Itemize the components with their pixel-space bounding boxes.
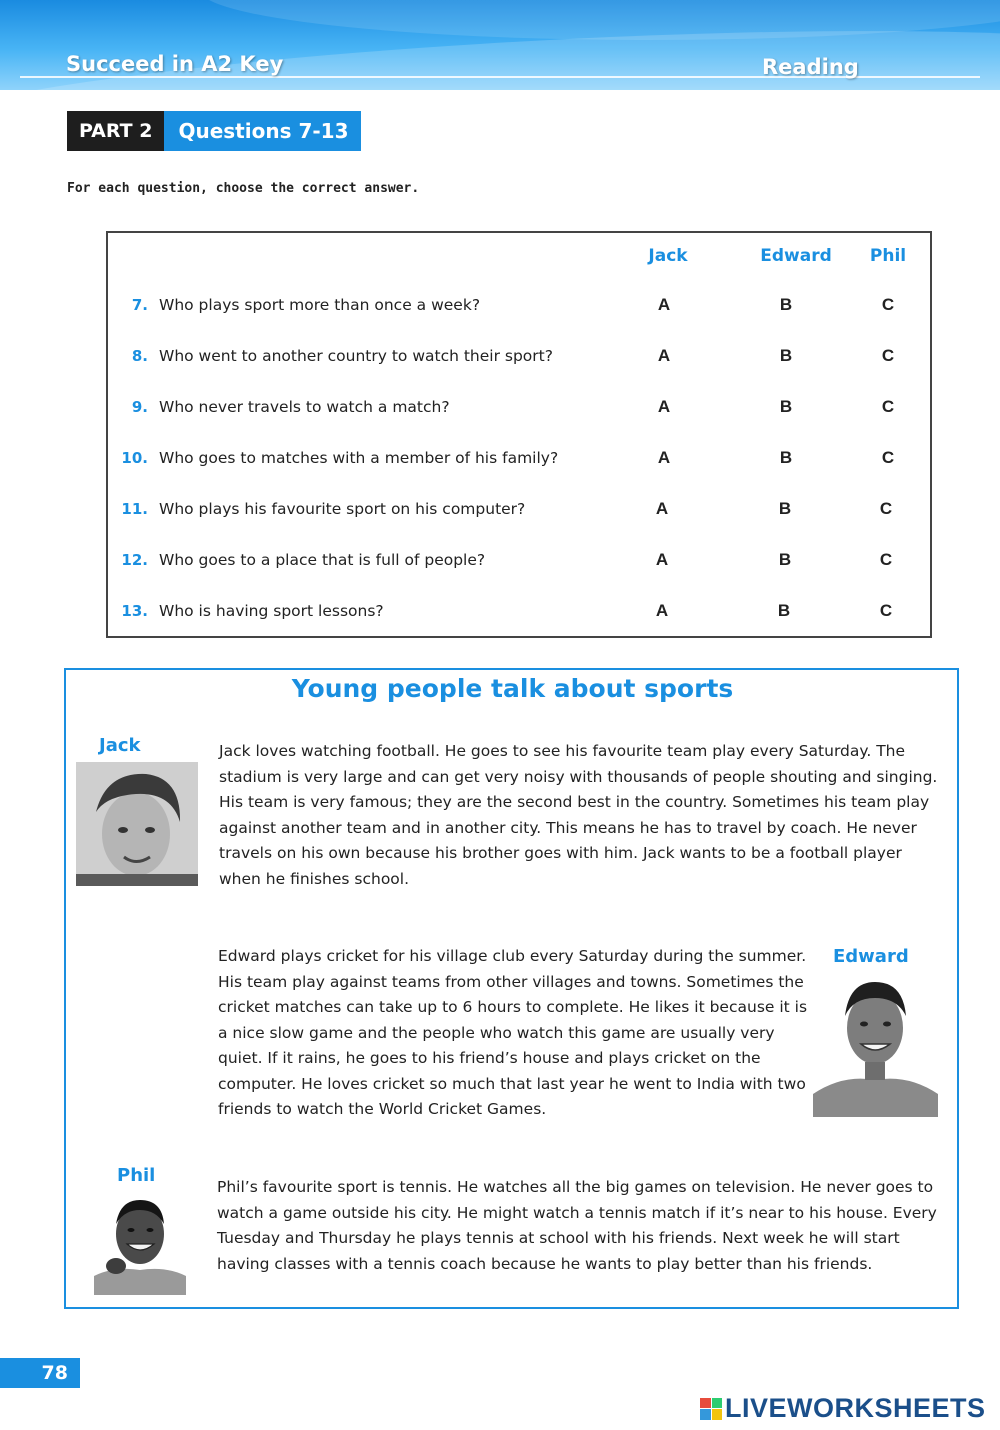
option-b[interactable]: B <box>778 550 792 569</box>
question-row <box>108 342 930 372</box>
option-b[interactable]: B <box>779 346 793 365</box>
person-name-phil: Phil <box>117 1165 156 1186</box>
question-row <box>108 495 930 525</box>
phil-photo-image <box>94 1196 186 1295</box>
liveworksheets-logo-icon <box>700 1398 722 1420</box>
page-number: 78 <box>0 1358 80 1388</box>
person-name-edward: Edward <box>833 946 909 967</box>
questions-table <box>106 231 932 638</box>
option-c[interactable]: C <box>881 397 895 416</box>
jack-photo-image <box>76 762 198 886</box>
question-number: 7. <box>131 296 148 314</box>
question-text: Who is having sport lessons? <box>159 602 384 620</box>
question-number: 11. <box>121 500 148 518</box>
question-text: Who goes to matches with a member of his family? <box>159 449 559 467</box>
column-header-jack: Jack <box>648 246 688 266</box>
option-a[interactable]: A <box>657 346 671 365</box>
liveworksheets-logo <box>700 1393 986 1424</box>
edward-photo <box>813 976 938 1117</box>
question-text: Who plays sport more than once a week? <box>159 296 481 314</box>
option-a[interactable]: A <box>657 295 671 314</box>
question-text: Who goes to a place that is full of people? <box>159 551 486 569</box>
question-number: 9. <box>131 398 148 416</box>
question-row <box>108 393 930 423</box>
option-a[interactable]: A <box>655 550 669 569</box>
question-number: 13. <box>121 602 148 620</box>
question-text: Who plays his favourite sport on his computer? <box>159 500 526 518</box>
option-c[interactable]: C <box>881 295 895 314</box>
option-b[interactable]: B <box>779 397 793 416</box>
option-b[interactable]: B <box>777 601 791 620</box>
book-title: Succeed in A2 Key <box>66 52 284 76</box>
jack-photo <box>76 762 198 886</box>
question-row <box>108 597 930 627</box>
option-c[interactable]: C <box>881 346 895 365</box>
question-row <box>108 444 930 474</box>
instruction: For each question, choose the correct answer. <box>67 181 420 196</box>
option-a[interactable]: A <box>657 448 671 467</box>
option-a[interactable]: A <box>657 397 671 416</box>
jack-paragraph: Jack loves watching football. He goes to see his favourite team play every Saturday. The stadium is very large and can get very noisy with thousands of people shouting and singing. His team is very famous; they are the second best in the country. Sometimes his team play against another team and in another city. This means he has to travel by coach. He never travels on his own because his brother goes with him. Jack wants to be a football player when he finishes school. <box>219 742 938 888</box>
option-b[interactable]: B <box>779 448 793 467</box>
question-number: 12. <box>121 551 148 569</box>
part-label <box>67 111 361 151</box>
phil-photo <box>94 1196 186 1295</box>
edward-photo-image <box>813 976 938 1117</box>
question-text: Who went to another country to watch their sport? <box>159 347 553 365</box>
option-c[interactable]: C <box>881 448 895 467</box>
phil-paragraph: Phil’s favourite sport is tennis. He watches all the big games on television. He never goes to watch a game outside his city. He might watch a tennis match if it’s near to his house. Every Tuesday and Thursday he plays tennis at school with his friends. Next week he will start having classes with a tennis coach because he wants to play better than his friends. <box>217 1178 937 1273</box>
edward-paragraph: Edward plays cricket for his village club every Saturday during the summer. His team play against teams from other villages and towns. Sometimes the cricket matches can take up to 6 hours to complete. He likes it because it is a nice slow game and the people who watch this game are usually very quiet. If it rains, he goes to his friend’s house and plays cricket on the computer. He loves cricket so much that last year he went to India with two friends to watch the World Cricket Games. <box>218 947 808 1118</box>
question-number: 8. <box>131 347 148 365</box>
option-c[interactable]: C <box>879 550 893 569</box>
option-a[interactable]: A <box>655 601 669 620</box>
option-c[interactable]: C <box>879 601 893 620</box>
question-row <box>108 546 930 576</box>
reading-title: Young people talk about sports <box>291 674 734 703</box>
person-name-jack: Jack <box>99 735 141 756</box>
option-c[interactable]: C <box>879 499 893 518</box>
section-title: Reading <box>762 55 859 79</box>
option-b[interactable]: B <box>778 499 792 518</box>
option-a[interactable]: A <box>655 499 669 518</box>
column-header-phil: Phil <box>869 246 907 266</box>
question-row <box>108 291 930 321</box>
option-b[interactable]: B <box>779 295 793 314</box>
part-number: PART 2 <box>67 111 164 151</box>
liveworksheets-logo-text: LIVEWORKSHEETS <box>725 1393 986 1423</box>
column-header-edward: Edward <box>760 246 832 266</box>
question-text: Who never travels to watch a match? <box>159 398 450 416</box>
questions-range: Questions 7-13 <box>164 111 360 151</box>
question-number: 10. <box>121 449 148 467</box>
